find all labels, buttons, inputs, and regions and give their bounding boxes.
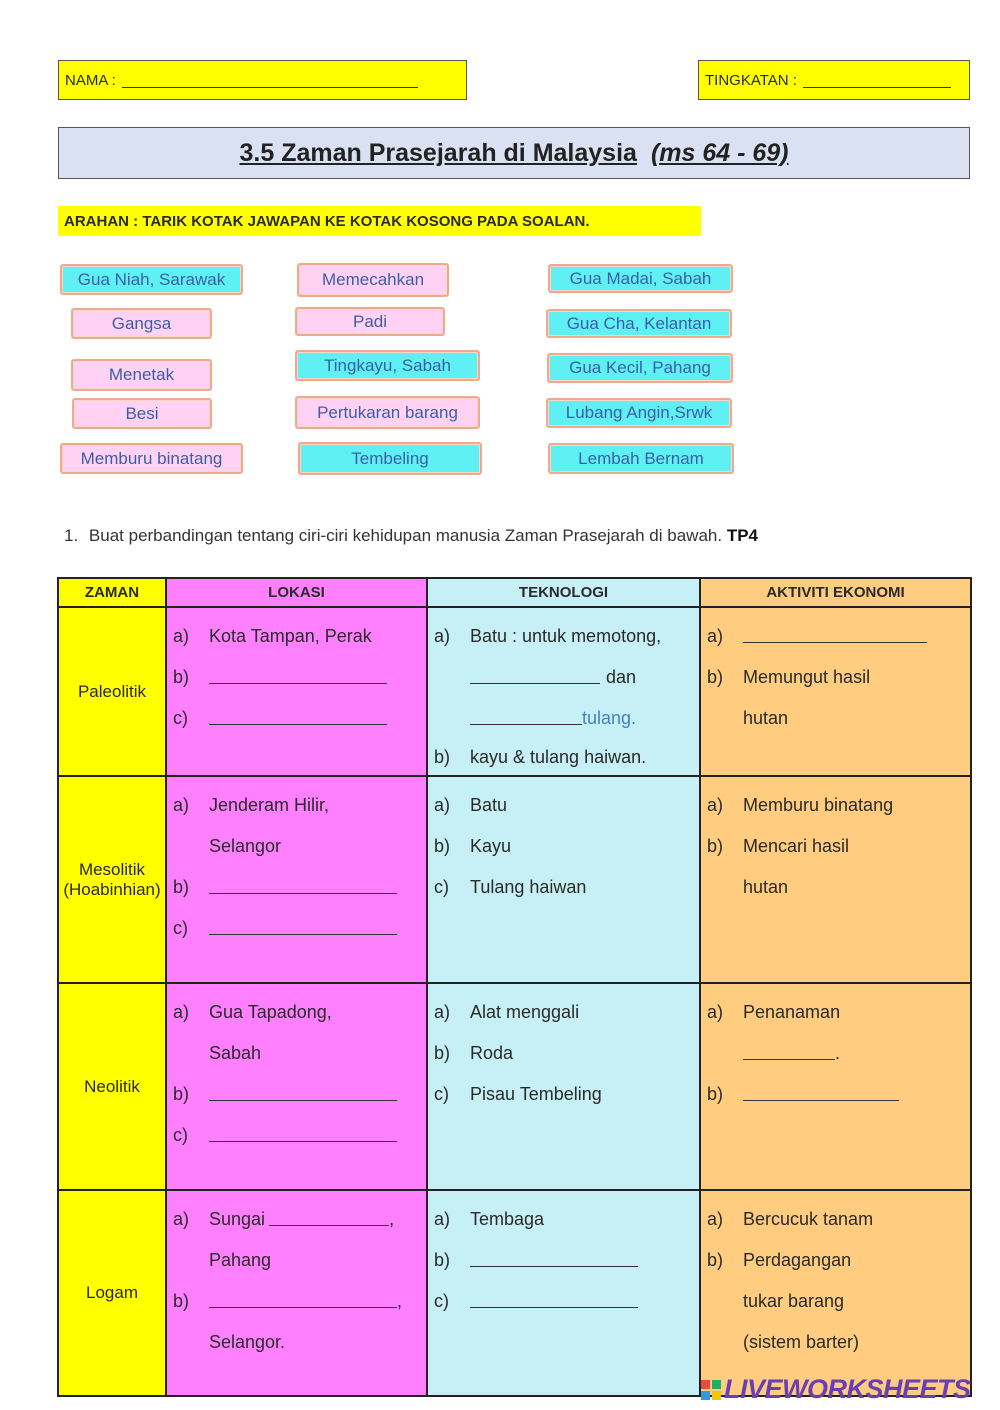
header-aktiviti: AKTIVITI EKONOMI [700, 578, 971, 607]
cell-text: Alat menggali [470, 1002, 580, 1022]
title-pages: (ms 64 - 69) [650, 138, 789, 167]
name-line [122, 73, 418, 88]
cell-text: Memungut hasil [743, 667, 871, 687]
row-neolitik [58, 983, 971, 1190]
cell-text: hutan [743, 877, 789, 897]
drop-blank[interactable] [209, 867, 397, 894]
ekonomi-cell: a) b) Memungut hasil hutan [700, 607, 971, 776]
comparison-table [57, 577, 972, 1397]
cell-text: Tembaga [470, 1209, 545, 1229]
answer-chip[interactable]: Lubang Angin,Srwk [546, 398, 732, 428]
teknologi-cell: a) Tembaga b) c) [427, 1190, 700, 1396]
cell-text: Pahang [209, 1250, 272, 1270]
cell-text: (sistem barter) [743, 1332, 860, 1352]
cell-text: Perdagangan [743, 1250, 852, 1270]
drop-blank[interactable] [269, 1199, 389, 1226]
drop-blank[interactable] [209, 657, 387, 684]
ekonomi-cell: a) Memburu binatang b) Mencari hasil hutan [700, 776, 971, 983]
cell-text: Sabah [209, 1043, 262, 1063]
answer-chip[interactable]: Gua Cha, Kelantan [546, 309, 732, 338]
title-main: 3.5 Zaman Prasejarah di Malaysia [239, 138, 637, 167]
instruction-text: ARAHAN : TARIK KOTAK JAWAPAN KE KOTAK KOSONG PADA SOALAN. [64, 212, 590, 230]
logo-icon [700, 1379, 724, 1403]
cell-text: Pisau Tembeling [470, 1084, 602, 1104]
ekonomi-cell: a) Bercucuk tanam b) Perdagangan tukar barang (sistem barter) [700, 1190, 971, 1396]
cell-text: hutan [743, 708, 789, 728]
question-text [64, 526, 944, 548]
logo-text: LIVEWORKSHEETS [724, 1374, 971, 1404]
cell-text: Mencari hasil [743, 836, 850, 856]
cell-text: Kayu [470, 836, 512, 856]
row-logam [58, 1190, 971, 1396]
cell-text: tukar barang [743, 1291, 845, 1311]
cell-text: Mesolitik (Hoabinhian) [63, 859, 161, 899]
lokasi-cell: a) Sungai , Pahang b) , Selangor. [166, 1190, 427, 1396]
lokasi-cell: a) Kota Tampan, Perak b) c) [166, 607, 427, 776]
answer-chip[interactable]: Tingkayu, Sabah [295, 350, 480, 381]
liveworksheets-logo [700, 1374, 971, 1405]
drop-blank[interactable] [209, 1074, 397, 1101]
name-field[interactable] [58, 60, 467, 100]
teknologi-cell: a) Batu b) Kayu c) Tulang haiwan [427, 776, 700, 983]
answer-chip[interactable]: Memburu binatang [60, 443, 243, 474]
tingkatan-line [803, 73, 951, 88]
drop-blank[interactable] [743, 1074, 899, 1101]
cell-text: tulang. [582, 708, 637, 728]
cell-text: Penanaman [743, 1002, 841, 1022]
cell-text: Batu [470, 795, 508, 815]
cell-text: Jenderam Hilir, [209, 795, 330, 815]
answer-chip[interactable]: Tembeling [298, 442, 482, 475]
instruction-banner [58, 206, 701, 236]
drop-blank[interactable] [743, 1033, 835, 1060]
drop-blank[interactable] [743, 616, 927, 643]
drop-blank[interactable] [470, 1240, 638, 1267]
tingkatan-field[interactable] [698, 60, 970, 100]
zaman-cell: Neolitik [58, 983, 166, 1190]
answer-chip[interactable]: Gua Kecil, Pahang [547, 353, 733, 383]
cell-text: Tulang haiwan [470, 877, 587, 897]
drop-blank[interactable] [209, 698, 387, 725]
header-zaman: ZAMAN [58, 578, 166, 607]
page-title [58, 127, 970, 179]
lokasi-cell: a) Jenderam Hilir, Selangor b) c) [166, 776, 427, 983]
zaman-cell: Paleolitik [58, 607, 166, 776]
cell-text: Memburu binatang [743, 795, 894, 815]
answer-chip[interactable]: Menetak [71, 359, 212, 391]
drop-blank[interactable] [470, 1281, 638, 1308]
answer-chip[interactable]: Gangsa [71, 308, 212, 339]
cell-text: Bercucuk tanam [743, 1209, 874, 1229]
teknologi-cell: a) Batu : untuk memotong, dan tulang. b) kayu & tulang haiwan. [427, 607, 700, 776]
drop-blank[interactable] [209, 1115, 397, 1142]
cell-text: Batu : untuk memotong, [470, 626, 662, 646]
answer-chip[interactable]: Besi [72, 398, 212, 429]
answer-chip[interactable]: Memecahkan [297, 263, 449, 297]
drop-blank[interactable] [209, 1281, 397, 1308]
row-mesolitik [58, 776, 971, 983]
zaman-cell: Logam [58, 1190, 166, 1396]
cell-text: Roda [470, 1043, 514, 1063]
header-lokasi: LOKASI [166, 578, 427, 607]
cell-text: Gua Tapadong, [209, 1002, 332, 1022]
name-label: NAMA : [65, 71, 116, 89]
cell-text: Selangor. [209, 1332, 286, 1352]
question-number: 1. [64, 526, 79, 545]
header-teknologi: TEKNOLOGI [427, 578, 700, 607]
answer-chip[interactable]: Gua Niah, Sarawak [60, 264, 243, 295]
cell-text: Kota Tampan, Perak [209, 626, 372, 646]
answer-chip[interactable]: Pertukaran barang [295, 396, 480, 429]
drop-blank[interactable] [470, 657, 600, 684]
lokasi-cell: a) Gua Tapadong, Sabah b) c) [166, 983, 427, 1190]
question-tp: TP4 [726, 526, 759, 545]
tingkatan-label: TINGKATAN : [705, 71, 797, 89]
cell-text: dan [606, 667, 637, 687]
teknologi-cell: a) Alat menggali b) Roda c) Pisau Tembeling [427, 983, 700, 1190]
cell-text: . [835, 1043, 841, 1063]
ekonomi-cell: a) Penanaman . b) [700, 983, 971, 1190]
answer-chip[interactable]: Gua Madai, Sabah [548, 264, 733, 293]
cell-text: kayu & tulang haiwan. [470, 747, 647, 767]
answer-chip[interactable]: Padi [295, 307, 445, 336]
cell-text: Sungai [209, 1209, 266, 1229]
row-paleolitik [58, 607, 971, 776]
answer-chip[interactable]: Lembah Bernam [548, 443, 734, 474]
question-body: Buat perbandingan tentang ciri-ciri kehidupan manusia Zaman Prasejarah di bawah. [88, 526, 723, 545]
cell-text: Selangor [209, 836, 282, 856]
zaman-cell [58, 776, 166, 983]
drop-blank[interactable] [209, 908, 397, 935]
drop-blank[interactable] [470, 698, 582, 725]
